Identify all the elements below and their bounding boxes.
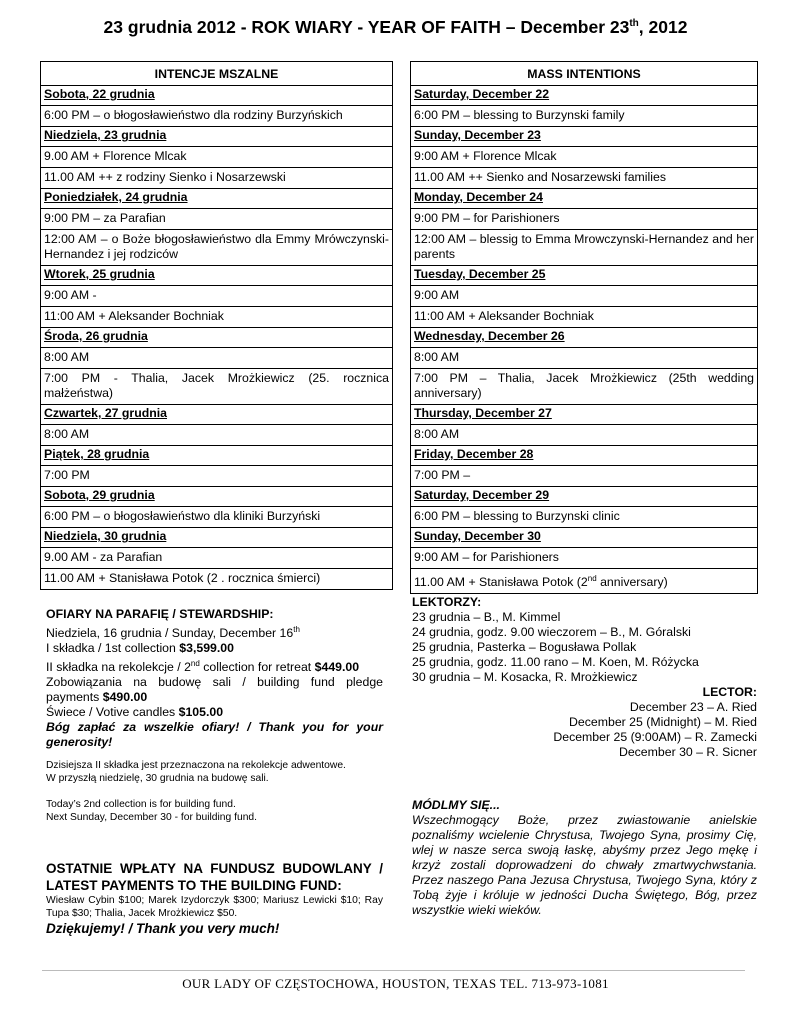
schedule-day-heading: Monday, December 24 — [411, 189, 758, 209]
schedule-intention: 9:00 AM – for Parishioners — [411, 548, 758, 569]
schedule-intention: 9:00 AM - — [41, 286, 393, 307]
stewardship-heading: OFIARY NA PARAFIĘ / STEWARDSHIP: — [46, 607, 274, 621]
schedule-intention: 7:00 PM – — [411, 466, 758, 487]
schedule-day-heading: Sobota, 22 grudnia — [41, 86, 393, 106]
lector-line: December 23 – A. Ried — [629, 700, 757, 714]
schedule-day-heading: Wtorek, 25 grudnia — [41, 266, 393, 286]
note-polish-1: Dzisiejsza II składka jest przeznaczona na rekolekcje adwentowe. — [46, 760, 346, 772]
note-english-1: Today’s 2nd collection is for building fund. — [46, 799, 236, 811]
schedule-day-heading: Sunday, December 23 — [411, 127, 758, 147]
stewardship-thanks: Bóg zapłać za wszelkie ofiary! / Thank you for your generosity! — [46, 720, 383, 750]
schedule-day-heading: Poniedziałek, 24 grudnia — [41, 189, 393, 209]
schedule-intention: 11.00 AM ++ z rodziny Sienko i Nosarzewski — [41, 168, 393, 189]
schedule-day-heading: Niedziela, 30 grudnia — [41, 528, 393, 548]
schedule-intention: 9.00 AM - za Parafian — [41, 548, 393, 569]
building-fund-heading: OSTATNIE WPŁATY NA FUNDUSZ BUDOWLANY / LATEST PAYMENTS TO THE BUILDING FUND: — [46, 861, 383, 893]
lector-heading: LECTOR: — [702, 685, 757, 699]
schedule-intention: 9:00 PM – for Parishioners — [411, 209, 758, 230]
stewardship-date: Niedziela, 16 grudnia / Sunday, December 16th — [46, 625, 300, 641]
schedule-intention: 8:00 AM — [411, 348, 758, 369]
lector-line: December 25 (9:00AM) – R. Zamecki — [553, 730, 757, 744]
building-pledges: Zobowiązania na budowę sali / building fund pledge payments $490.00 — [46, 675, 383, 705]
lektorzy-line: 23 grudnia – B., M. Kimmel — [412, 610, 561, 624]
schedule-day-heading: Tuesday, December 25 — [411, 266, 758, 286]
schedule-day-heading: Friday, December 28 — [411, 446, 758, 466]
lektorzy-line: 24 grudnia, godz. 9.00 wieczorem – B., M. Góralski — [412, 625, 691, 639]
lektorzy-line: 25 grudnia, Pasterka – Bogusława Pollak — [412, 640, 637, 654]
schedule-intention: 11.00 AM + Stanisława Potok (2 . rocznica śmierci) — [41, 569, 393, 590]
polish-mass-intentions-table — [40, 61, 393, 590]
note-english-2: Next Sunday, December 30 - for building fund. — [46, 812, 258, 824]
schedule-intention: 7:00 PM — [41, 466, 393, 487]
schedule-day-heading: Sobota, 29 grudnia — [41, 487, 393, 507]
schedule-intention: 12:00 AM – blessig to Emma Mrowczynski-Hernandez and her parents — [411, 230, 758, 266]
schedule-day-heading: Piątek, 28 grudnia — [41, 446, 393, 466]
schedule-intention: 6:00 PM – blessing to Burzynski clinic — [411, 507, 758, 528]
schedule-intention: 9:00 AM + Florence Mlcak — [411, 147, 758, 168]
page-title: 23 grudnia 2012 - ROK WIARY - YEAR OF FAITH – December 23th, 2012 — [103, 17, 688, 37]
schedule-day-heading: Wednesday, December 26 — [411, 328, 758, 348]
lektorzy-line: 25 grudnia, godz. 11.00 rano – M. Koen, M. Różycka — [412, 655, 699, 669]
prayer-text: Wszechmogący Boże, przez zwiastowanie anielskie poznaliśmy wcielenie Chrystusa, Twojego Syna, prosimy Cię, wlej w nasze serca swoją łaskę, abyśmy przez Jego mękę i krzyż zostali doprowadzeni do chwały zmartwychwstania. Przez naszego Pana Jezusa Chrystusa, Twojego Syna, który z Tobą żyje i króluje w jedności Ducha Świętego, Bóg, przez wszystkie wieki wieków. — [412, 813, 757, 917]
schedule-intention: 8:00 AM — [41, 348, 393, 369]
schedule-intention: 6:00 PM – o błogosławieństwo dla kliniki Burzyński — [41, 507, 393, 528]
lector-line: December 25 (Midnight) – M. Ried — [569, 715, 757, 729]
schedule-intention: 11.00 AM ++ Sienko and Nosarzewski families — [411, 168, 758, 189]
polish-schedule-heading: INTENCJE MSZALNE — [41, 62, 393, 86]
prayer-heading: MÓDLMY SIĘ... — [412, 798, 500, 812]
schedule-intention: 8:00 AM — [41, 425, 393, 446]
schedule-intention: 9:00 PM – za Parafian — [41, 209, 393, 230]
schedule-intention: 8:00 AM — [411, 425, 758, 446]
first-collection: I składka / 1st collection $3,599.00 — [46, 641, 234, 656]
second-collection: II składka na rekolekcje / 2nd collection for retreat $449.00 — [46, 659, 360, 675]
building-fund-donors: Wiesław Cybin $100; Marek Izydorczyk $300; Mariusz Lewicki $10; Ray Tupa $30; Thalia, Jacek Mrożkiewicz $50. — [46, 895, 383, 919]
schedule-intention: 9.00 AM + Florence Mlcak — [41, 147, 393, 168]
schedule-day-heading: Niedziela, 23 grudnia — [41, 127, 393, 147]
schedule-intention: 7:00 PM - Thalia, Jacek Mrożkiewicz (25. rocznica małżeństwa) — [41, 369, 393, 405]
schedule-intention: 7:00 PM – Thalia, Jacek Mrożkiewicz (25th wedding anniversary) — [411, 369, 758, 405]
schedule-intention: 11:00 AM + Aleksander Bochniak — [411, 307, 758, 328]
lector-line: December 30 – R. Sicner — [618, 745, 757, 759]
schedule-intention: 12:00 AM – o Boże błogosławieństwo dla Emmy Mrówczynski-Hernandez i jej rodziców — [41, 230, 393, 266]
schedule-intention: 9:00 AM — [411, 286, 758, 307]
schedule-day-heading: Środa, 26 grudnia — [41, 328, 393, 348]
schedule-intention: 11.00 AM + Stanisława Potok (2nd anniversary) — [411, 569, 758, 594]
schedule-intention: 6:00 PM – o błogosławieństwo dla rodziny Burzyńskich — [41, 106, 393, 127]
schedule-day-heading: Thursday, December 27 — [411, 405, 758, 425]
building-fund-thanks: Dziękujemy! / Thank you very much! — [46, 921, 280, 936]
stewardship-section — [46, 607, 383, 824]
lektorzy-section — [412, 595, 757, 760]
note-polish-2: W przyszłą niedzielę, 30 grudnia na budowę sali. — [46, 773, 269, 785]
schedule-day-heading: Saturday, December 22 — [411, 86, 758, 106]
votive-candles: Świece / Votive candles $105.00 — [46, 705, 224, 720]
schedule-day-heading: Saturday, December 29 — [411, 487, 758, 507]
english-mass-intentions-table — [410, 61, 758, 594]
lektorzy-heading: LEKTORZY: — [412, 595, 482, 609]
footer-divider — [42, 970, 745, 971]
lektorzy-line: 30 grudnia – M. Kosacka, R. Mrożkiewicz — [412, 670, 638, 684]
prayer-section — [412, 798, 757, 918]
footer-contact: OUR LADY OF CZĘSTOCHOWA, HOUSTON, TEXAS TEL. 713-973-1081 — [182, 976, 609, 991]
schedule-day-heading: Sunday, December 30 — [411, 528, 758, 548]
schedule-intention: 11:00 AM + Aleksander Bochniak — [41, 307, 393, 328]
schedule-intention: 6:00 PM – blessing to Burzynski family — [411, 106, 758, 127]
english-schedule-heading: MASS INTENTIONS — [411, 62, 758, 86]
schedule-day-heading: Czwartek, 27 grudnia — [41, 405, 393, 425]
building-fund-section — [46, 860, 383, 937]
